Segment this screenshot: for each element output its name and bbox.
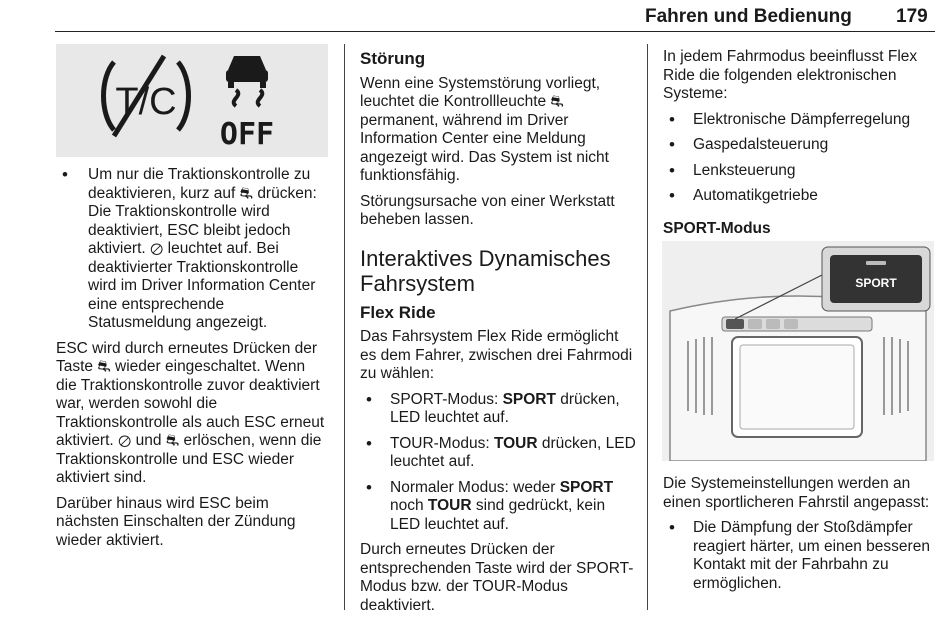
mode-sport: • SPORT-Modus: SPORT drücken, LED leuchtet auf.: [360, 391, 636, 428]
tc-icon-text: T/C: [115, 81, 177, 123]
column-2: [360, 50, 636, 622]
flexride-intro: Das Fahrsystem Flex Ride ermöglicht es dem Fahrer, zwischen drei Fahrmodi zu wählen:: [360, 328, 633, 382]
mode-closing: Durch erneutes Drücken der entsprechenden Taste wird der SPORT-Modus bzw. der TOUR-Modus deaktiviert.: [360, 541, 634, 614]
column-divider-2: [647, 44, 648, 610]
systems-intro: In jedem Fahrmodus beeinflusst Flex Ride die folgenden elektronischen Systeme:: [663, 48, 918, 102]
dashboard-illustration: [662, 241, 934, 461]
column-3-lower: [663, 475, 935, 600]
fault-heading: Störung: [360, 49, 426, 68]
esc-off-text: OFF: [219, 117, 275, 152]
ignition-paragraph: Darüber hinaus wird ESC beim nächsten Einschalten der Zündung wieder aktiviert.: [56, 494, 296, 549]
mode-tour: • TOUR-Modus: TOUR drücken, LED leuchtet auf.: [360, 435, 636, 472]
sport-button-small: [726, 319, 744, 329]
system-item: • Lenksteuerung: [663, 162, 935, 181]
system-item: • Gaspedalsteuerung: [663, 136, 935, 155]
tc-deactivate-bullet: • Um nur die Traktionskontrolle zu deaktivieren, kurz auf ⛐ drücken: Die Traktionskontrolle wird deaktiviert, ESC bleibt jedoch aktiviert. ⊘ leuchtet auf. Bei deaktivierter Traktionskontrolle wird im Driver Information Center eine entsprechende Statusmeldung angezeigt.: [56, 166, 330, 333]
header-rule: [55, 31, 935, 32]
flexride-heading: Flex Ride: [360, 302, 436, 322]
sport-mode-heading: SPORT-Modus: [663, 219, 771, 237]
header-title: Fahren und Bedienung: [645, 6, 852, 27]
page-number: 179: [896, 6, 928, 27]
system-item: • Elektronische Dämpferregelung: [663, 111, 935, 130]
fault-text-2: Störungsursache von einer Werkstatt beheben lassen.: [360, 192, 615, 228]
column-1: [56, 166, 330, 557]
section-title: Interaktives Dynamisches Fahrsystem: [360, 245, 611, 296]
mode-normal: • Normaler Modus: weder SPORT noch TOUR sind gedrückt, kein LED leuchtet auf.: [360, 479, 636, 535]
fault-text: Wenn eine Systemstörung vorliegt, leuchtet die Kontrollleuchte ⛐ permanent, während im Driver Information Center eine Meldung angezeigt wird. Das System ist nicht funktionsfähig.: [360, 74, 609, 184]
sport-description: Die Systemeinstellungen werden an einen sportlicheren Fahrstil angepasst:: [663, 475, 930, 511]
sport-damping-bullet: • Die Dämpfung der Stoßdämpfer reagiert härter, um einen besseren Kontakt mit der Fahrbahn zu ermöglichen.: [663, 519, 935, 593]
system-item: • Automatikgetriebe: [663, 187, 935, 206]
esc-reactivate-paragraph: ESC wird durch erneutes Drücken der Taste ⛐ wieder eingeschaltet. Wenn die Traktionskontrolle zuvor deaktiviert war, werden sowohl die Traktionskontrolle als auch ESC erneut aktiviert. ⊘ und ⛐ erlöschen, wenn die Traktionskontrolle und ESC wieder aktiviert sind.: [56, 339, 325, 486]
column-divider-1: [344, 44, 345, 610]
sport-button-figure: [662, 241, 934, 461]
column-3: [663, 48, 935, 246]
sport-button-label: SPORT: [855, 276, 897, 290]
warning-icons-figure: [56, 44, 328, 157]
tc-off-icon: [56, 44, 328, 157]
